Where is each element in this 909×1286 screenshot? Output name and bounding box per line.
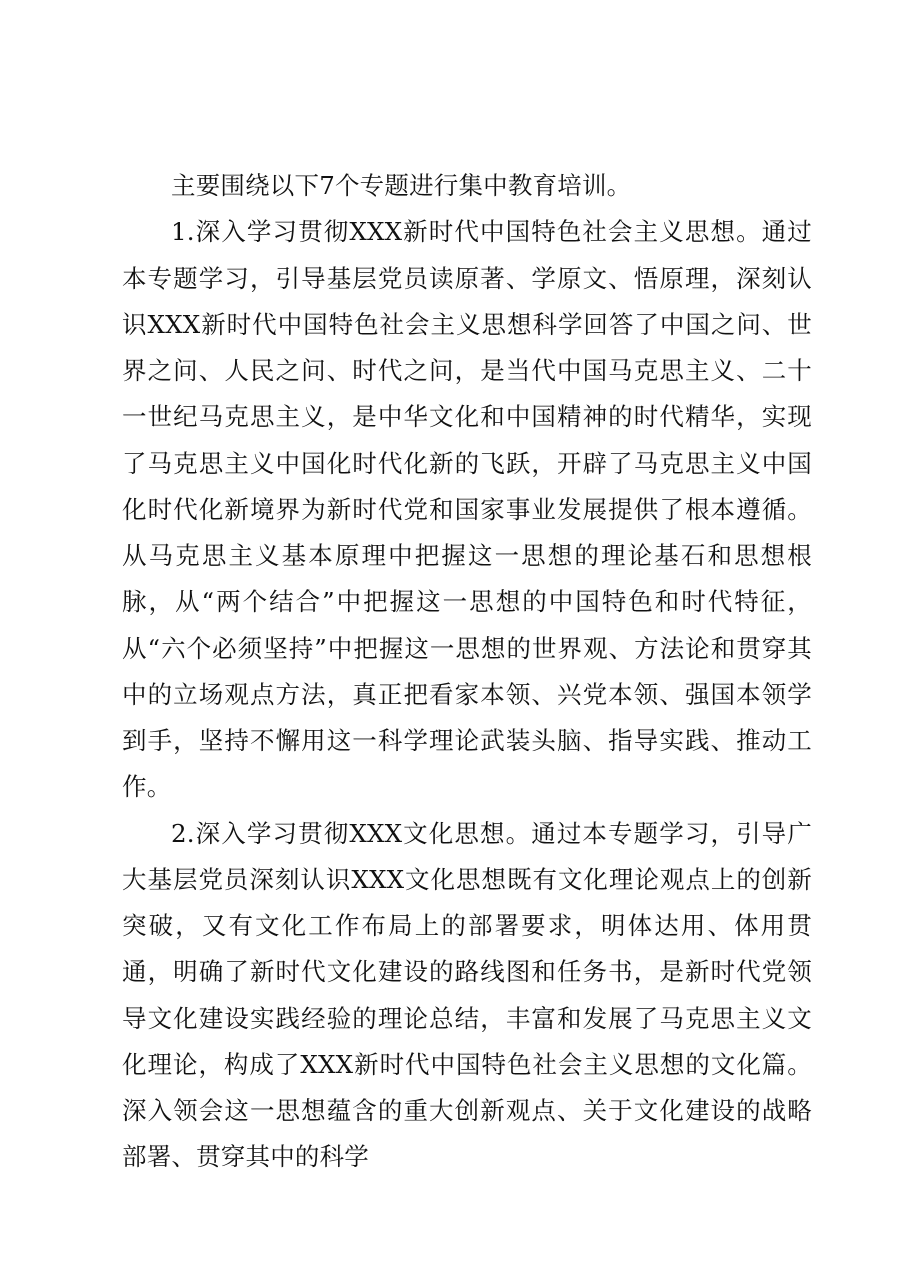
intro-paragraph: 主要围绕以下7个专题进行集中教育培训。 xyxy=(171,171,632,200)
document-body xyxy=(122,163,812,1181)
topic-1-paragraph: 1.深入学习贯彻XXX新时代中国特色社会主义思想。通过本专题学习，引导基层党员读原著、学原文、悟原理，深刻认识XXX新时代中国特色社会主义思想科学回答了中国之问、世界之问、人民之问、时代之问，是当代中国马克思主义、二十一世纪马克思主义，是中华文化和中国精神的时代精华，实现了马克思主义中国化时代化新的飞跃，开辟了马克思主义中国化时代化新境界为新时代党和国家事业发展提供了根本遵循。从马克思主义基本原理中把握这一思想的理论基石和思想根脉，从“两个结合”中把握这一思想的中国特色和时代特征，从“六个必须坚持”中把握这一思想的世界观、方法论和贯穿其中的立场观点方法，真正把看家本领、兴党本领、强国本领学到手，坚持不懈用这一科学理论武装头脑、指导实践、推动工作。 xyxy=(122,217,812,802)
topic-2-paragraph: 2.深入学习贯彻XXX文化思想。通过本专题学习，引导广大基层党员深刻认识XXX文化思想既有文化理论观点上的创新突破，又有文化工作布局上的部署要求，明体达用、体用贯通，明确了新时代文化建设的路线图和任务书，是新时代党领导文化建设实践经验的理论总结，丰富和发展了马克思主义文化理论，构成了XXX新时代中国特色社会主义思想的文化篇。深入领会这一思想蕴含的重大创新观点、关于文化建设的战略部署、贯穿其中的科学 xyxy=(122,818,812,1172)
